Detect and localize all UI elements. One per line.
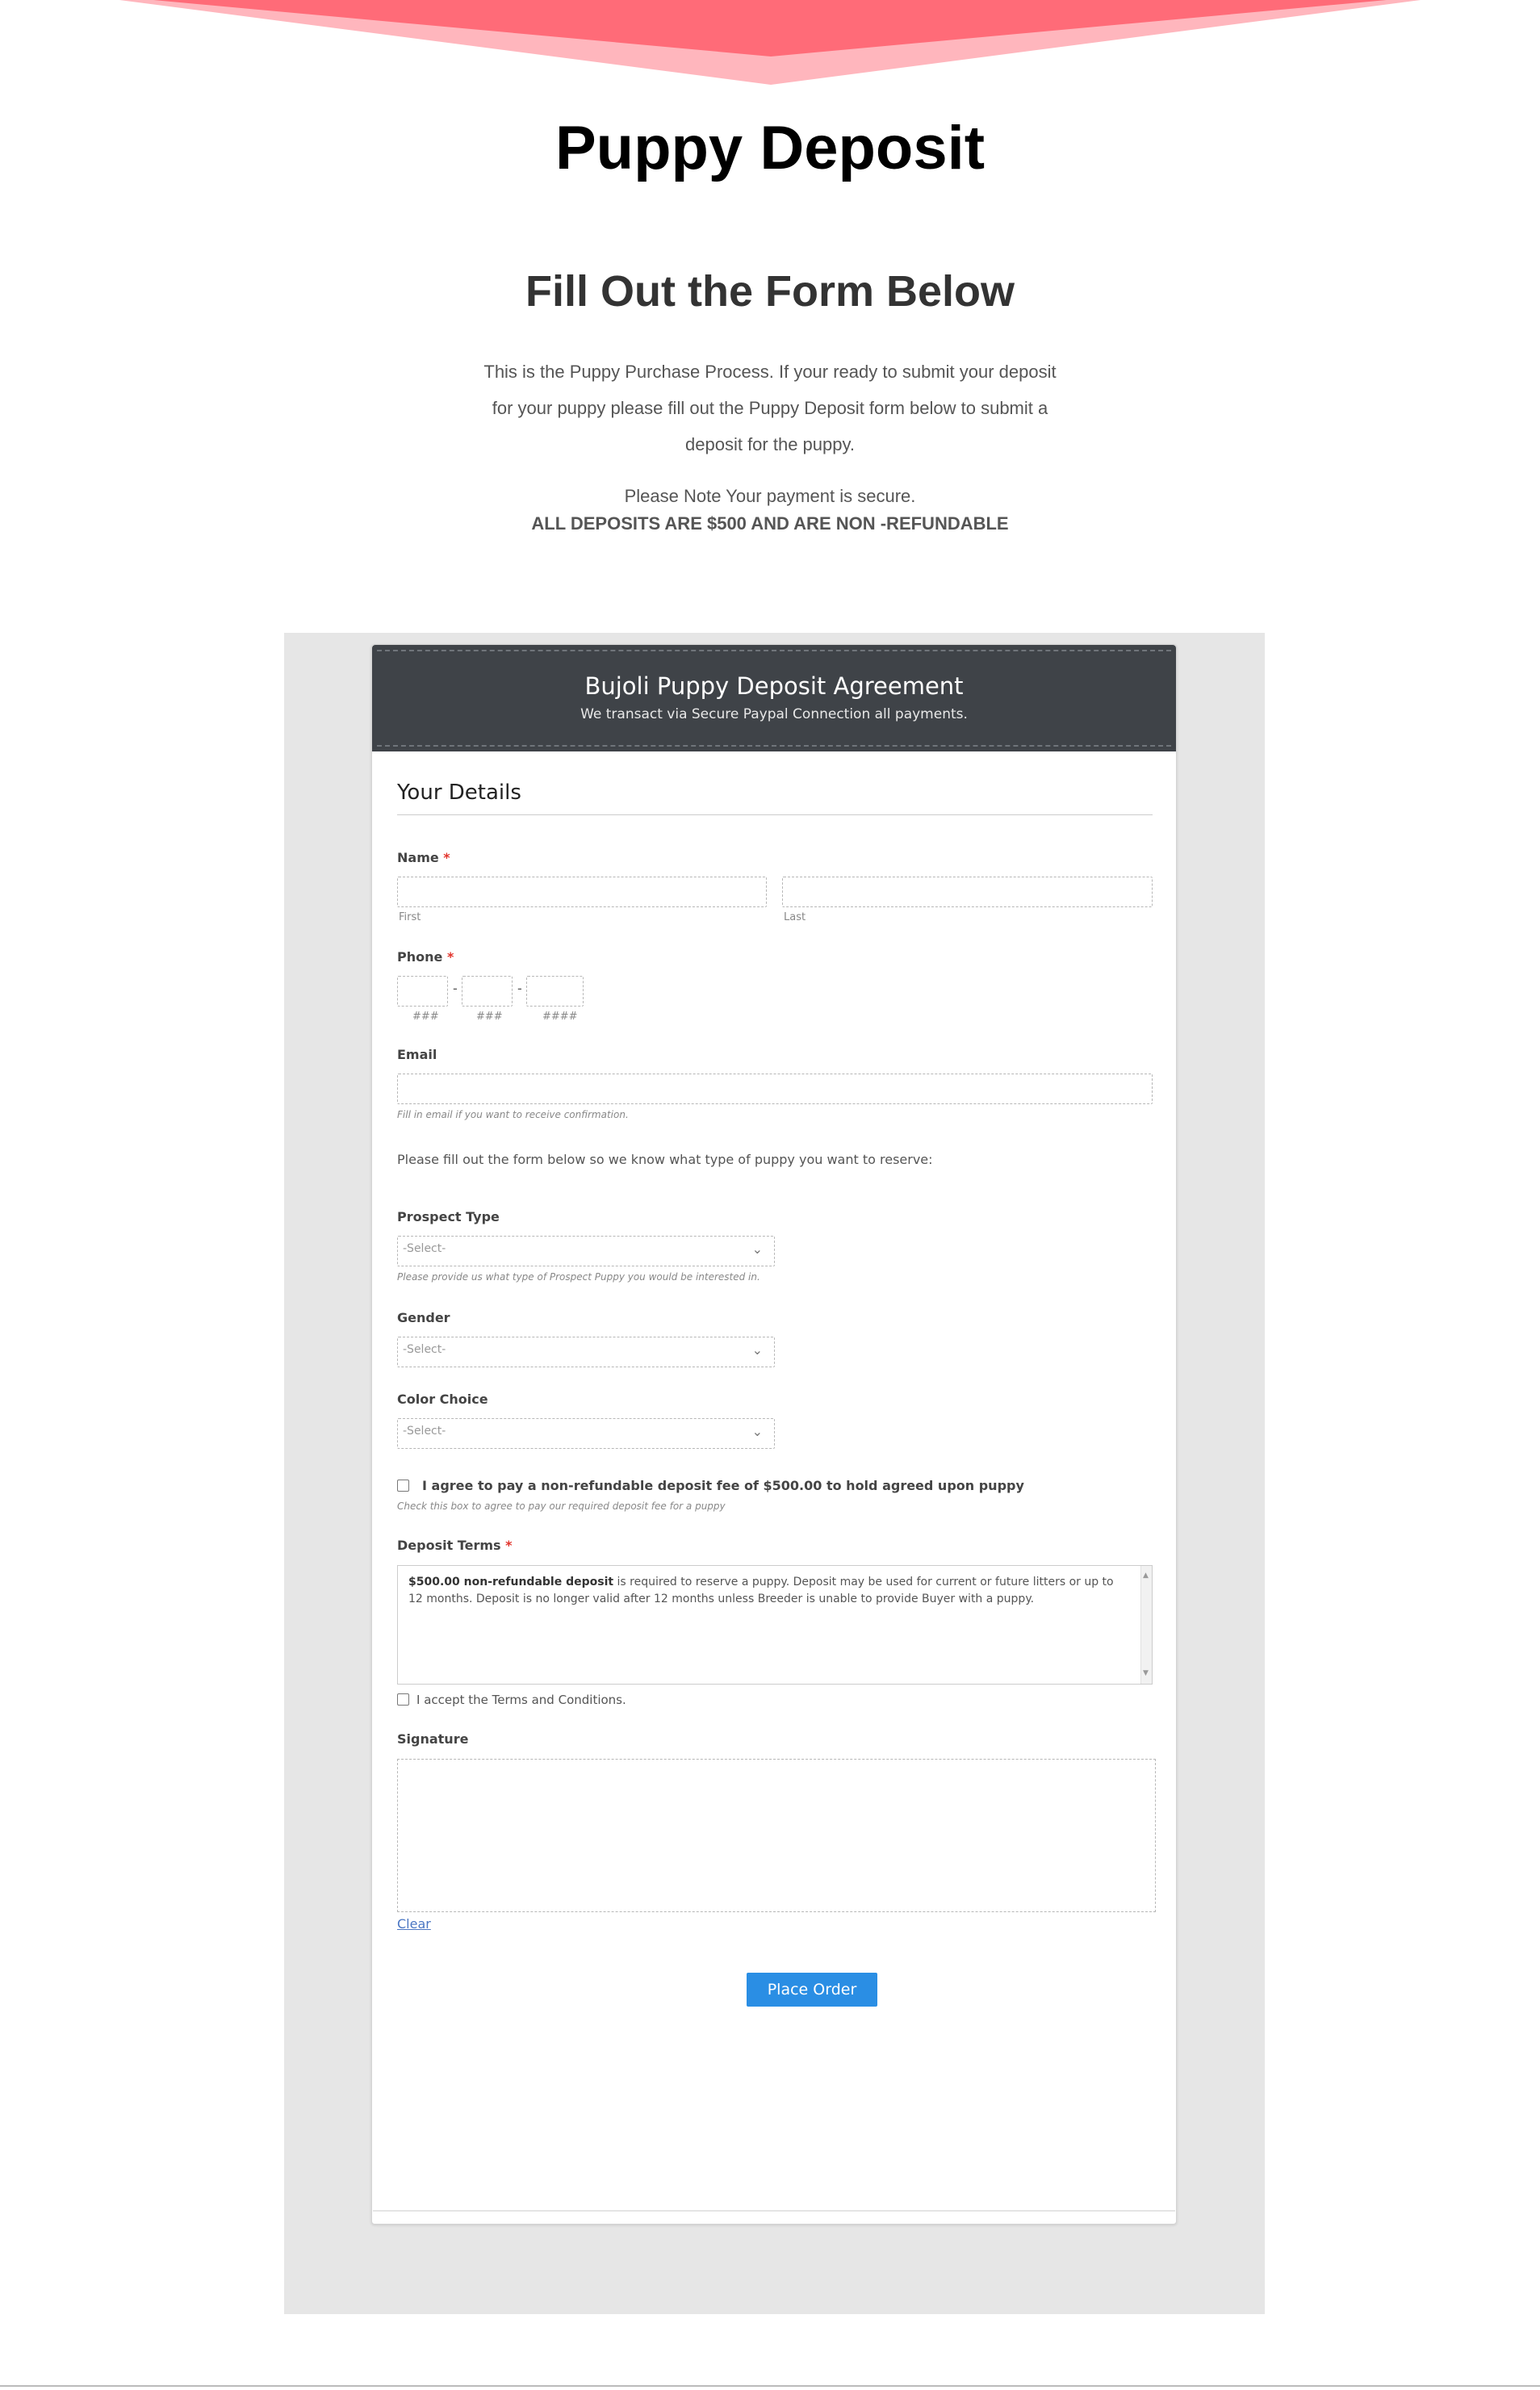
- terms-scrollbar[interactable]: [1140, 1566, 1152, 1684]
- phone-line-sublabel: ####: [542, 1011, 578, 1023]
- accept-terms-checkbox[interactable]: [397, 1693, 409, 1706]
- name-label: [397, 850, 450, 865]
- phone-prefix-input[interactable]: [462, 976, 513, 1007]
- section-divider: [397, 814, 1153, 815]
- required-marker: *: [505, 1538, 513, 1553]
- form-subtitle: We transact via Secure Paypal Connection all payments.: [580, 706, 968, 722]
- page-bottom-divider: [0, 2385, 1540, 2387]
- accept-terms-label: I accept the Terms and Conditions.: [416, 1693, 626, 1707]
- color-choice-value: -Select-: [403, 1425, 446, 1438]
- color-choice-select[interactable]: [397, 1418, 775, 1449]
- email-input[interactable]: [397, 1074, 1153, 1104]
- prospect-type-hint: Please provide us what type of Prospect Puppy you would be interested in.: [397, 1271, 760, 1283]
- prospect-type-value: -Select-: [403, 1242, 446, 1255]
- terms-body-text: is required to reserve a puppy. Deposit may be used for current or future litters or up to 12 months. Deposit is no longer valid after 12 months unless Breeder is unable to provide Buyer with a puppy.: [408, 1576, 1114, 1605]
- prospect-type-select[interactable]: [397, 1236, 775, 1266]
- gender-select[interactable]: [397, 1337, 775, 1367]
- email-hint: Fill in email if you want to receive confirmation.: [397, 1109, 629, 1120]
- prospect-type-label: Prospect Type: [397, 1209, 500, 1224]
- scroll-down-icon[interactable]: ▼: [1143, 1669, 1149, 1677]
- deposit-agree-label: I agree to pay a non-refundable deposit fee of $500.00 to hold agreed upon puppy: [422, 1478, 1024, 1493]
- deposit-agree-hint: Check this box to agree to pay our required deposit fee for a puppy: [397, 1501, 726, 1512]
- phone-label: [397, 949, 454, 965]
- phone-separator: -: [453, 981, 458, 996]
- phone-label-text: Phone: [397, 949, 443, 965]
- chevron-down-icon: ⌄: [751, 1342, 763, 1358]
- phone-separator: -: [517, 981, 522, 996]
- gender-label: Gender: [397, 1310, 450, 1325]
- scroll-up-icon[interactable]: ▲: [1143, 1572, 1149, 1580]
- deposit-terms-label-text: Deposit Terms: [397, 1538, 501, 1553]
- phone-area-input[interactable]: [397, 976, 448, 1007]
- deposit-agree-checkbox[interactable]: [397, 1480, 409, 1492]
- phone-line-input[interactable]: [526, 976, 584, 1007]
- secure-note: Please Note Your payment is secure.: [624, 486, 916, 506]
- top-banner: [0, 0, 1540, 89]
- required-marker: *: [443, 850, 450, 865]
- form-title: Bujoli Puppy Deposit Agreement: [584, 672, 964, 700]
- deposit-warning: ALL DEPOSITS ARE $500 AND ARE NON -REFUNDABLE: [531, 513, 1009, 534]
- deposit-terms-label: [397, 1538, 512, 1553]
- chevron-down-icon: ⌄: [751, 1241, 763, 1257]
- clear-signature-link[interactable]: Clear: [397, 1916, 431, 1932]
- page-title: Puppy Deposit: [554, 114, 986, 182]
- first-name-input[interactable]: [397, 877, 767, 907]
- gender-value: -Select-: [403, 1343, 446, 1356]
- phone-area-sublabel: ###: [412, 1011, 439, 1023]
- section-title: Your Details: [397, 781, 521, 805]
- terms-bold-text: $500.00 non-refundable deposit: [408, 1576, 614, 1588]
- intro-text: This is the Puppy Purchase Process. If your ready to submit your deposit for your puppy please fill out the Puppy Deposit form below to submit a deposit for the puppy.: [483, 362, 1057, 454]
- required-marker: *: [446, 949, 454, 965]
- email-label: Email: [397, 1047, 437, 1062]
- name-label-text: Name: [397, 850, 439, 865]
- page-subtitle: Fill Out the Form Below: [525, 267, 1015, 316]
- first-name-sublabel: First: [399, 911, 421, 923]
- last-name-input[interactable]: [782, 877, 1153, 907]
- phone-prefix-sublabel: ###: [476, 1011, 503, 1023]
- signature-label: Signature: [397, 1731, 469, 1747]
- color-choice-label: Color Choice: [397, 1392, 488, 1407]
- chevron-down-icon: ⌄: [751, 1424, 763, 1439]
- reserve-instructions: Please fill out the form below so we know what type of puppy you want to reserve:: [397, 1152, 933, 1167]
- signature-pad[interactable]: [397, 1759, 1156, 1912]
- last-name-sublabel: Last: [784, 911, 806, 923]
- deposit-form: [371, 644, 1177, 2225]
- card-footer-line: [373, 2210, 1175, 2212]
- form-header: [372, 645, 1176, 751]
- deposit-terms-box[interactable]: [397, 1565, 1153, 1685]
- place-order-button[interactable]: Place Order: [747, 1973, 877, 2007]
